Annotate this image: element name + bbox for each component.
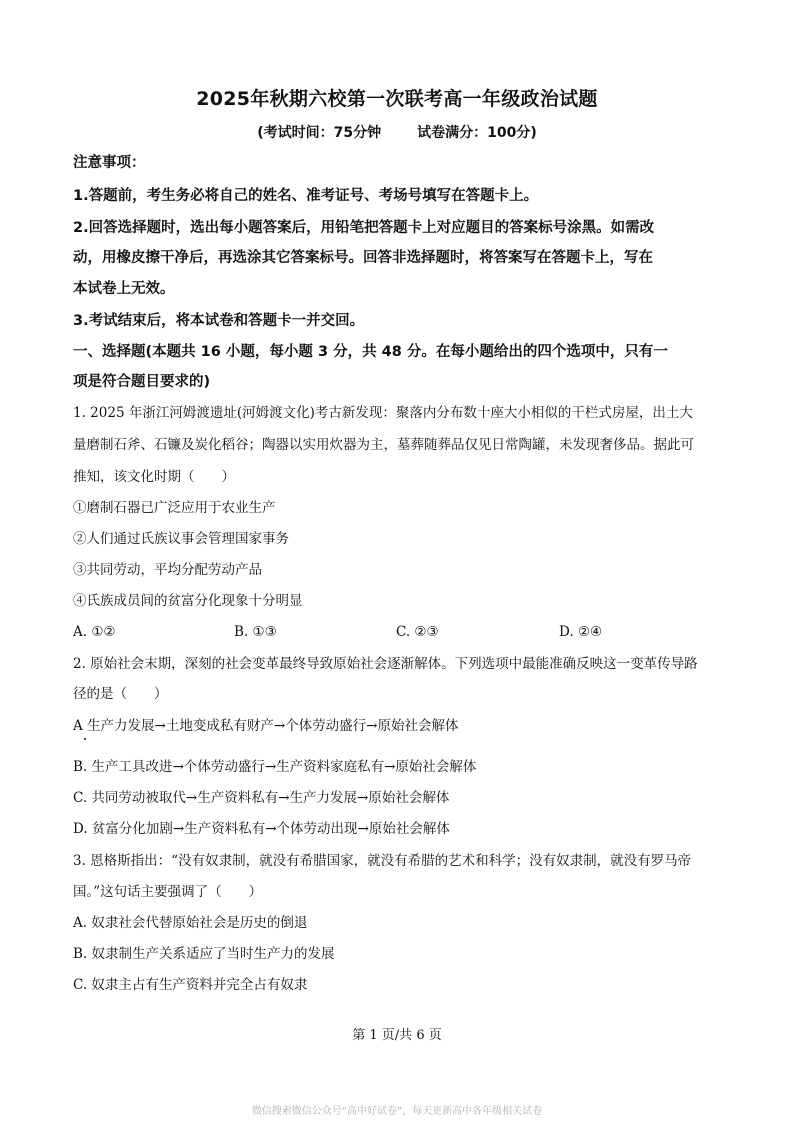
- question-stem: 1. 2025 年浙江河姆渡遗址(河姆渡文化)考古新发现：聚落内分布数十座大小相似的干栏式房屋，出土大: [73, 405, 693, 421]
- question-stem: 径的是（ ）: [73, 686, 168, 702]
- choice-a: A. ①②: [73, 624, 116, 640]
- section-heading: 一、选择题(本题共 16 小题，每小题 3 分，共 48 分。在每小题给出的四个选项中，只有一: [73, 344, 668, 360]
- full-score: 试卷满分：100分): [417, 125, 537, 141]
- notice-item: 本试卷上无效。: [73, 281, 175, 297]
- question-stem: 量磨制石斧、石镰及炭化稻谷；陶器以实用炊器为主，墓葬随葬品仅见日常陶罐，未发现奢侈品。据此可: [73, 437, 694, 453]
- question-stem: 推知，该文化时期（ ）: [73, 469, 235, 485]
- exam-time: (考试时间：75分钟: [257, 125, 382, 141]
- option: C. 共同劳动被取代→生产资料私有→生产力发展→原始社会解体: [73, 790, 450, 806]
- watermark-text: 微信搜索微信公众号“高中好试卷”，每天更新高中各年级相关试卷: [251, 1106, 543, 1117]
- statement: ①磨制石器已广泛应用于农业生产: [73, 500, 276, 516]
- statement: ③共同劳动，平均分配劳动产品: [73, 562, 262, 578]
- choice-d: D. ②④: [559, 624, 603, 640]
- option: B. 生产工具改进→个体劳动盛行→生产资料家庭私有→原始社会解体: [73, 759, 477, 775]
- exam-info: [0, 122, 794, 142]
- option: A. 奴隶社会代替原始社会是历史的倒退: [73, 915, 308, 931]
- choice-c: C. ②③: [396, 624, 439, 640]
- section-heading: 项是符合题目要求的): [73, 374, 211, 390]
- option: A 生产力发展→土地变成私有财产→个体劳动盛行→原始社会解体: [73, 718, 459, 734]
- question-stem: 3. 恩格斯指出：“没有奴隶制，就没有希腊国家，就没有希腊的艺术和科学；没有奴隶制，就没有罗马帝: [73, 853, 692, 869]
- notice-heading: 注意事项：: [73, 155, 146, 171]
- option: C. 奴隶主占有生产资料并完全占有奴隶: [73, 977, 308, 993]
- question-stem: 2. 原始社会末期，深刻的社会变革最终导致原始社会逐渐解体。下列选项中最能准确反映这一变革传导路: [73, 656, 698, 672]
- question-stem: 国。”这句话主要强调了（ ）: [73, 884, 263, 900]
- notice-item: 2.回答选择题时，选出每小题答案后，用铅笔把答题卡上对应题目的答案标号涂黑。如需改: [73, 220, 655, 236]
- notice-item: 1.答题前，考生务必将自己的姓名、准考证号、考场号填写在答题卡上。: [73, 188, 539, 204]
- option: D. 贫富分化加剧→生产资料私有→个体劳动出现→原始社会解体: [73, 821, 450, 837]
- page-number: 第 1 页/共 6 页: [352, 1028, 442, 1043]
- notice-item: 动，用橡皮擦干净后，再选涂其它答案标号。回答非选择题时，将答案写在答题卡上，写在: [73, 250, 653, 266]
- option: B. 奴隶制生产关系适应了当时生产力的发展: [73, 946, 335, 962]
- page-title: 2025年秋期六校第一次联考高一年级政治试题: [196, 88, 598, 110]
- notice-item: 3.考试结束后，将本试卷和答题卡一并交回。: [73, 313, 365, 329]
- statement: ②人们通过氏族议事会管理国家事务: [73, 531, 289, 547]
- statement: ④氏族成员间的贫富分化现象十分明显: [73, 593, 303, 609]
- stray-dot: [84, 738, 86, 740]
- choice-b: B. ①③: [234, 624, 277, 640]
